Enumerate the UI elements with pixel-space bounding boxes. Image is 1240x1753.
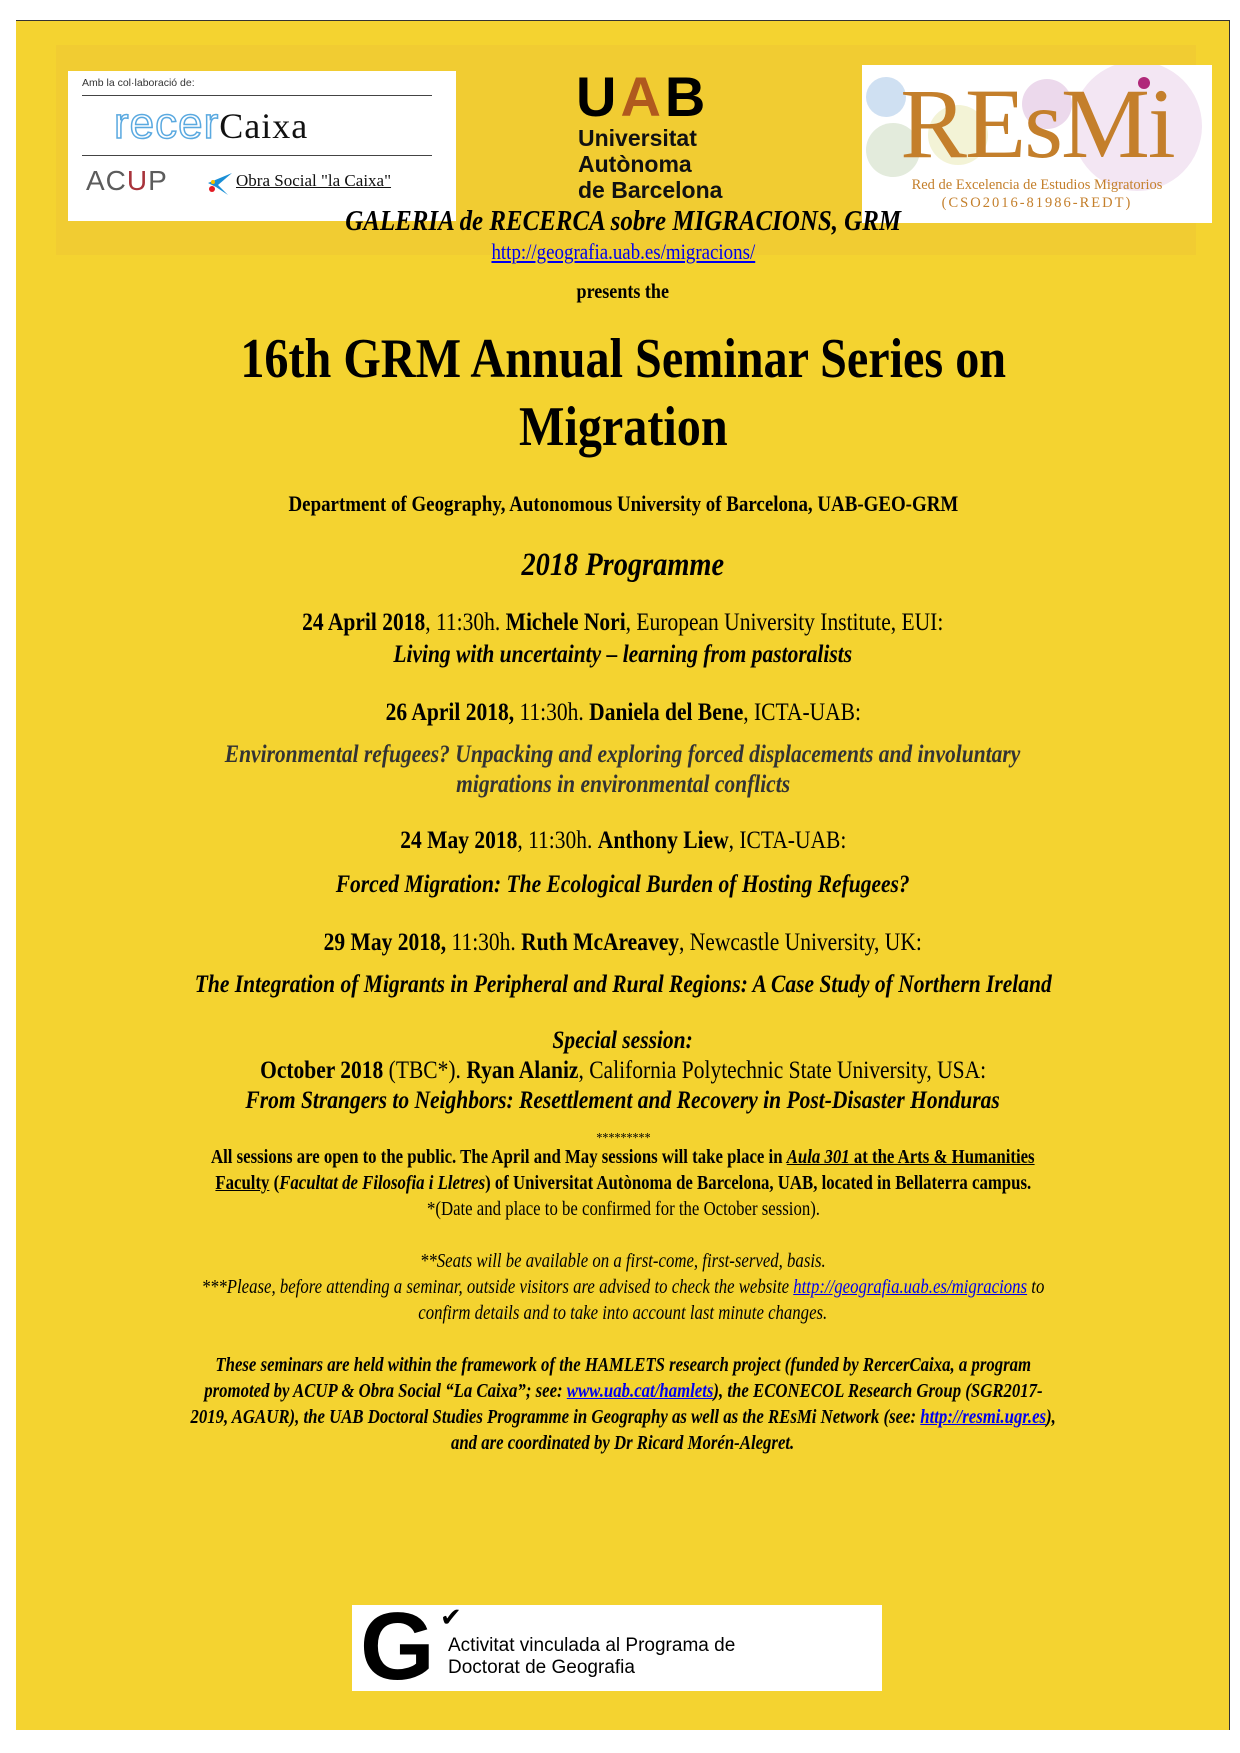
session-affiliation: , European University Institute, EUI:	[625, 609, 944, 636]
hamlets-link[interactable]: www.uab.cat/hamlets	[566, 1381, 713, 1402]
checkmark-icon: ✔	[440, 1603, 462, 1632]
session-date: 24 April 2018	[302, 609, 426, 636]
migracions-link[interactable]: http://geografia.uab.es/migracions	[793, 1277, 1028, 1298]
resmi-subtitle: Red de Excelencia de Estudios Migratorios	[911, 177, 1163, 193]
organizer-link[interactable]: http://geografia.uab.es/migracions/	[491, 239, 755, 264]
doctoral-text-line1: Activitat vinculada al Programa de	[448, 1635, 736, 1656]
divider	[82, 95, 432, 96]
uab-letter-u: U	[576, 65, 621, 128]
uab-name-line2: Autònoma	[578, 151, 692, 177]
recercaixa-wordmark	[114, 99, 308, 149]
open-note-text: All sessions are open to the public. The April and May sessions will take place in	[211, 1147, 787, 1168]
session-3	[16, 827, 1230, 855]
acup-logo	[86, 165, 168, 197]
doctoral-programme-logo	[352, 1593, 882, 1700]
session-1-talk	[16, 641, 1230, 669]
session-speaker: Anthony Liew	[597, 827, 729, 854]
framework-text: ), the ECONECOL Research Group (SGR2017-	[712, 1381, 1043, 1402]
organizer-heading	[16, 205, 1230, 238]
organizer-text: GALERIA de RECERCA sobre MIGRACIONS, GRM	[345, 205, 901, 237]
faculty-note	[16, 1173, 1230, 1195]
title-line2: Migration	[518, 396, 728, 458]
special-talk	[16, 1087, 1230, 1115]
session-affiliation: , California Polytechnic State University, USA:	[578, 1057, 986, 1084]
acup-text-p: P	[148, 165, 168, 196]
uab-letters	[576, 67, 709, 127]
special-heading	[16, 1027, 1230, 1055]
separator	[16, 1131, 1230, 1147]
open-note	[16, 1147, 1230, 1169]
framework-line2	[16, 1381, 1230, 1403]
framework-line1	[16, 1355, 1230, 1377]
session-talk: Living with uncertainty – learning from pastoralists	[393, 641, 853, 668]
resmi-wordmark: REsMi	[900, 68, 1174, 179]
doctoral-text-line2: Doctorat de Geografia	[448, 1657, 635, 1678]
uab-name-line1: Universitat	[578, 125, 697, 151]
session-speaker: Daniela del Bene	[588, 699, 743, 726]
faculty-text-rest: ) of Universitat Autònoma de Barcelona, UAB, located in Bellaterra campus.	[484, 1173, 1031, 1194]
session-time: 11:30h.	[446, 929, 522, 956]
uab-logo	[576, 67, 796, 227]
session-2	[16, 699, 1230, 727]
session-talk-line1: Environmental refugees? Unpacking and exploring forced displacements and involuntary	[225, 741, 1021, 768]
recer-text: recer	[114, 99, 220, 148]
recercaixa-logo	[68, 71, 456, 221]
framework-text: 2019, AGAUR), the UAB Doctoral Studies Programme in Geography as well as the REsMi Network (see:	[190, 1407, 921, 1428]
paren-open: (	[269, 1173, 279, 1194]
session-affiliation: , Newcastle University, UK:	[679, 929, 923, 956]
seats-note	[16, 1251, 1230, 1273]
session-2-talk-cont	[16, 771, 1230, 799]
session-date: October 2018	[259, 1057, 384, 1084]
uab-letter-a: A	[620, 65, 665, 128]
session-date: 29 May 2018,	[323, 929, 447, 956]
session-1	[16, 609, 1230, 637]
framework-text: ),	[1045, 1407, 1056, 1428]
open-note-text-b: at the Arts & Humanities	[849, 1147, 1035, 1168]
session-speaker: Michele Nori	[505, 609, 626, 636]
collab-label: Amb la col·laboració de:	[82, 77, 195, 89]
session-affiliation: , ICTA-UAB:	[728, 827, 847, 854]
session-time: , 11:30h.	[517, 827, 598, 854]
check-note-text-b: to	[1027, 1277, 1045, 1298]
framework-line3	[16, 1407, 1230, 1429]
programme-text: 2018 Programme	[521, 547, 725, 583]
seats-note-text: **Seats will be available on a first-come, first-served, basis.	[420, 1251, 826, 1272]
session-talk-line2: migrations in environmental conflicts	[456, 771, 790, 798]
programme-heading	[16, 547, 1230, 584]
special-session	[16, 1057, 1230, 1085]
session-3-talk	[16, 871, 1230, 899]
acup-text-u: U	[126, 165, 149, 196]
session-talk: Forced Migration: The Ecological Burden of Hosting Refugees?	[336, 871, 910, 898]
resmi-logo	[862, 65, 1212, 223]
session-tbc: (TBC*).	[383, 1057, 467, 1084]
session-talk: From Strangers to Neighbors: Resettlement and Recovery in Post-Disaster Honduras	[245, 1087, 1001, 1114]
uab-letter-b: B	[664, 65, 710, 128]
organizer-url-line	[16, 239, 1230, 265]
divider	[82, 155, 432, 156]
uab-name	[578, 125, 722, 203]
session-2-talk	[16, 741, 1230, 769]
obra-social-text: Obra Social "la Caixa"	[236, 171, 392, 190]
session-4-talk	[16, 971, 1230, 999]
special-heading-text: Special session:	[552, 1027, 694, 1054]
page-title-line2	[16, 395, 1230, 459]
aula-text: Aula 301	[786, 1147, 850, 1168]
resmi-code: (CSO2016-81986-REDT)	[941, 195, 1133, 211]
caixa-text: Caixa	[219, 106, 309, 146]
session-speaker: Ruth McAreavey	[521, 929, 680, 956]
faculty-text: Faculty	[215, 1173, 270, 1194]
check-note-text: ***Please, before attending a seminar, outside visitors are advised to check the website	[201, 1277, 794, 1298]
framework-text: and are coordinated by Dr Ricard Morén-Alegret.	[451, 1433, 795, 1454]
presents-text: presents the	[576, 279, 670, 303]
page-title	[16, 327, 1230, 391]
session-date: 24 May 2018	[399, 827, 518, 854]
resmi-link[interactable]: http://resmi.ugr.es	[920, 1407, 1046, 1428]
faculty-catalan: Facultat de Filosofia i Lletres	[278, 1173, 485, 1194]
framework-line4	[16, 1433, 1230, 1455]
check-note	[16, 1277, 1230, 1299]
separator-stars: *********	[595, 1131, 651, 1146]
session-talk: The Integration of Migrants in Peripheral and Rural Regions: A Case Study of Northern Ireland	[194, 971, 1052, 998]
session-date: 26 April 2018,	[385, 699, 514, 726]
session-time: , 11:30h.	[425, 609, 506, 636]
lacaixa-star-icon	[204, 167, 234, 197]
acup-text: AC	[86, 165, 127, 196]
check-note-text-c: confirm details and to take into account last minute changes.	[418, 1303, 828, 1324]
session-time: 11:30h.	[513, 699, 589, 726]
session-speaker: Ryan Alaniz	[466, 1057, 579, 1084]
october-note-text: *(Date and place to be confirmed for the October session).	[426, 1199, 820, 1220]
session-4	[16, 929, 1230, 957]
department-text: Department of Geography, Autonomous University of Barcelona, UAB-GEO-GRM	[288, 491, 958, 516]
geography-g-logo: G	[360, 1593, 435, 1700]
framework-text: These seminars are held within the framework of the HAMLETS research project (funded by RercerCaixa, a program	[215, 1355, 1031, 1376]
october-note	[16, 1199, 1230, 1221]
framework-text: promoted by ACUP & Obra Social “La Caixa”; see:	[203, 1381, 567, 1402]
department-line	[16, 491, 1230, 517]
poster	[16, 20, 1230, 1730]
presents-line	[16, 279, 1230, 304]
uab-name-line3: de Barcelona	[578, 177, 723, 203]
title-line1: 16th GRM Annual Seminar Series on	[240, 328, 1006, 390]
session-affiliation: , ICTA-UAB:	[742, 699, 861, 726]
check-note-cont	[16, 1303, 1230, 1325]
